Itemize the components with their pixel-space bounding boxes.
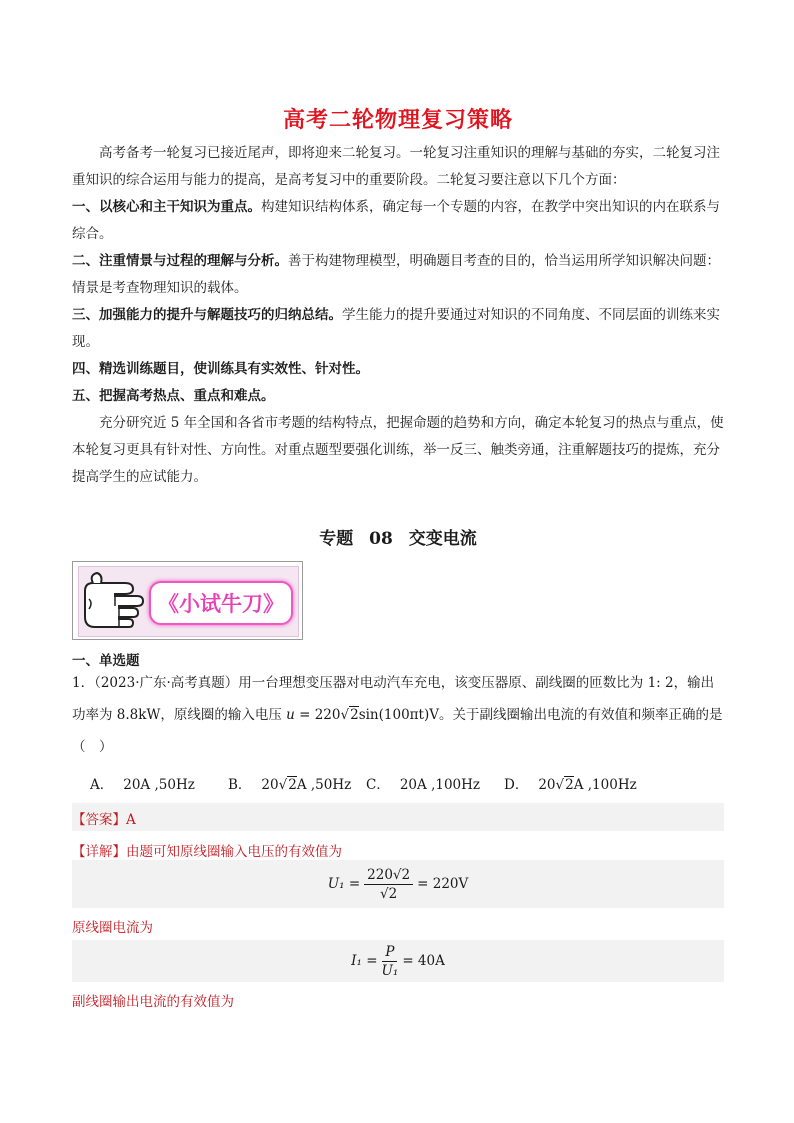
topic-title: 专题 08 交变电流 <box>319 529 477 549</box>
choice-b-value-pre: 20 <box>261 777 279 793</box>
strategy-item-1 <box>72 194 724 248</box>
choice-b-label: B． <box>228 777 252 793</box>
strategy-item-2-text: 善于构建物理模型，明确题目考查的目的，恰当运用所学知识解决问题：情景是考查物理知识的载体。 <box>72 253 720 296</box>
formula-voltage-denominator: √2 <box>380 885 398 902</box>
strategy-item-2 <box>72 248 724 302</box>
strategy-item-3 <box>72 302 724 356</box>
choice-b-value-post: A ,50Hz <box>296 777 352 793</box>
strategy-item-1-text: 构建知识结构体系，确定每一个专题的内容，在教学中突出知识的内在联系与综合。 <box>72 199 720 242</box>
choice-a[interactable] <box>90 773 228 793</box>
choice-c-value: 20A ,100Hz <box>399 777 481 793</box>
section-heading: 一、单选题 <box>72 653 140 669</box>
strategy-item-2-heading: 二、注重情景与过程的理解与分析。 <box>72 253 288 269</box>
voltage-sine: sin(100πt)V <box>358 707 439 723</box>
question-line-2: 功率为 8.8kW，原线圈的输入电压 u = 220√2sin(100πt)V。关于副线圈输出电流的有效值和频率正确的是 <box>72 707 723 723</box>
formula-voltage-rhs: = 220V <box>417 876 469 892</box>
pointing-hand-icon <box>79 569 149 633</box>
formula-current-lhs: I₁ = <box>351 953 378 969</box>
choice-d-value-pre: 20 <box>538 777 556 793</box>
strategy-item-3-text: 学生能力的提升要通过对知识的不同角度、不同层面的训练来实现。 <box>72 307 720 350</box>
intro-paragraph: 高考备考一轮复习已接近尾声，即将迎来二轮复习。一轮复习注重知识的理解与基础的夯实，二轮复习注重知识的综合运用与能力的提高，是高考复习中的重要阶段。二轮复习要注意以下几个方面： <box>72 145 720 188</box>
formula-voltage-lhs: U₁ = <box>327 876 361 892</box>
answer-choices <box>90 773 724 793</box>
formula-current <box>72 940 724 982</box>
choice-c-label: C． <box>366 777 390 793</box>
answer-box <box>72 803 724 831</box>
caption-secondary-current: 副线圈输出电流的有效值为 <box>72 994 234 1010</box>
page-title: 高考二轮物理复习策略 <box>282 108 513 133</box>
strategy-item-4: 四、精选训练题目，使训练具有实效性、针对性。 <box>72 361 369 377</box>
voltage-equals: = 220 <box>294 707 341 723</box>
section-badge-background <box>78 566 299 637</box>
choice-b[interactable]: B． 20√2A ,50Hz <box>228 777 352 793</box>
formula-voltage-fraction <box>364 866 413 903</box>
formula-current-denominator: U₁ <box>381 962 399 979</box>
formula-voltage <box>72 860 724 908</box>
answer-text: 【答案】A <box>72 812 136 828</box>
question-line-1: 1．（2023·广东·高考真题）用一台理想变压器对电动汽车充电，该变压器原、副线圈的匝数比为 1: 2，输出 <box>72 675 715 691</box>
detail-line <box>72 840 342 860</box>
formula-current-rhs: = 40A <box>402 953 445 969</box>
closing-paragraph: 充分研究近 5 年全国和各省市考题的结构特点，把握命题的趋势和方向，确定本轮复习的热点与重点，使本轮复习更具有针对性、方向性。对重点题型要强化训练，举一反三、触类旁通，注重解题技巧的提炼，充分提高学生的应试能力。 <box>72 415 724 485</box>
formula-current-fraction <box>382 943 399 980</box>
choice-d-value-root: 2 <box>565 777 574 793</box>
choice-c[interactable] <box>366 773 504 793</box>
question-text-a: 功率为 8.8kW，原线圈的输入电压 <box>72 707 287 723</box>
choice-d-label: D． <box>504 777 529 793</box>
question-line-3: （ ） <box>72 739 113 755</box>
strategy-item-5: 五、把握高考热点、重点和难点。 <box>72 388 275 404</box>
voltage-root: 2 <box>350 707 359 723</box>
choice-a-value: 20A ,50Hz <box>123 777 195 793</box>
formula-current-numerator: P <box>382 943 397 962</box>
voltage-variable: u <box>286 707 295 723</box>
choice-d-value-post: A ,100Hz <box>573 777 637 793</box>
section-badge-label: 《小试牛刀》 <box>149 581 293 625</box>
caption-primary-current: 原线圈电流为 <box>72 920 153 936</box>
intro-section <box>72 140 724 491</box>
choice-a-label: A． <box>90 777 114 793</box>
formula-voltage-numerator: 220√2 <box>364 866 413 885</box>
detail-text: 【详解】由题可知原线圈输入电压的有效值为 <box>72 844 342 860</box>
choice-b-value-root: 2 <box>288 777 297 793</box>
strategy-item-1-heading: 一、以核心和主干知识为重点。 <box>72 199 261 215</box>
choice-d[interactable]: D． 20√2A ,100Hz <box>504 777 637 793</box>
section-badge <box>72 561 303 640</box>
question-text-b: 。关于副线圈输出电流的有效值和频率正确的是 <box>438 707 723 723</box>
question-1 <box>72 667 724 763</box>
strategy-item-3-heading: 三、加强能力的提升与解题技巧的归纳总结。 <box>72 307 342 323</box>
